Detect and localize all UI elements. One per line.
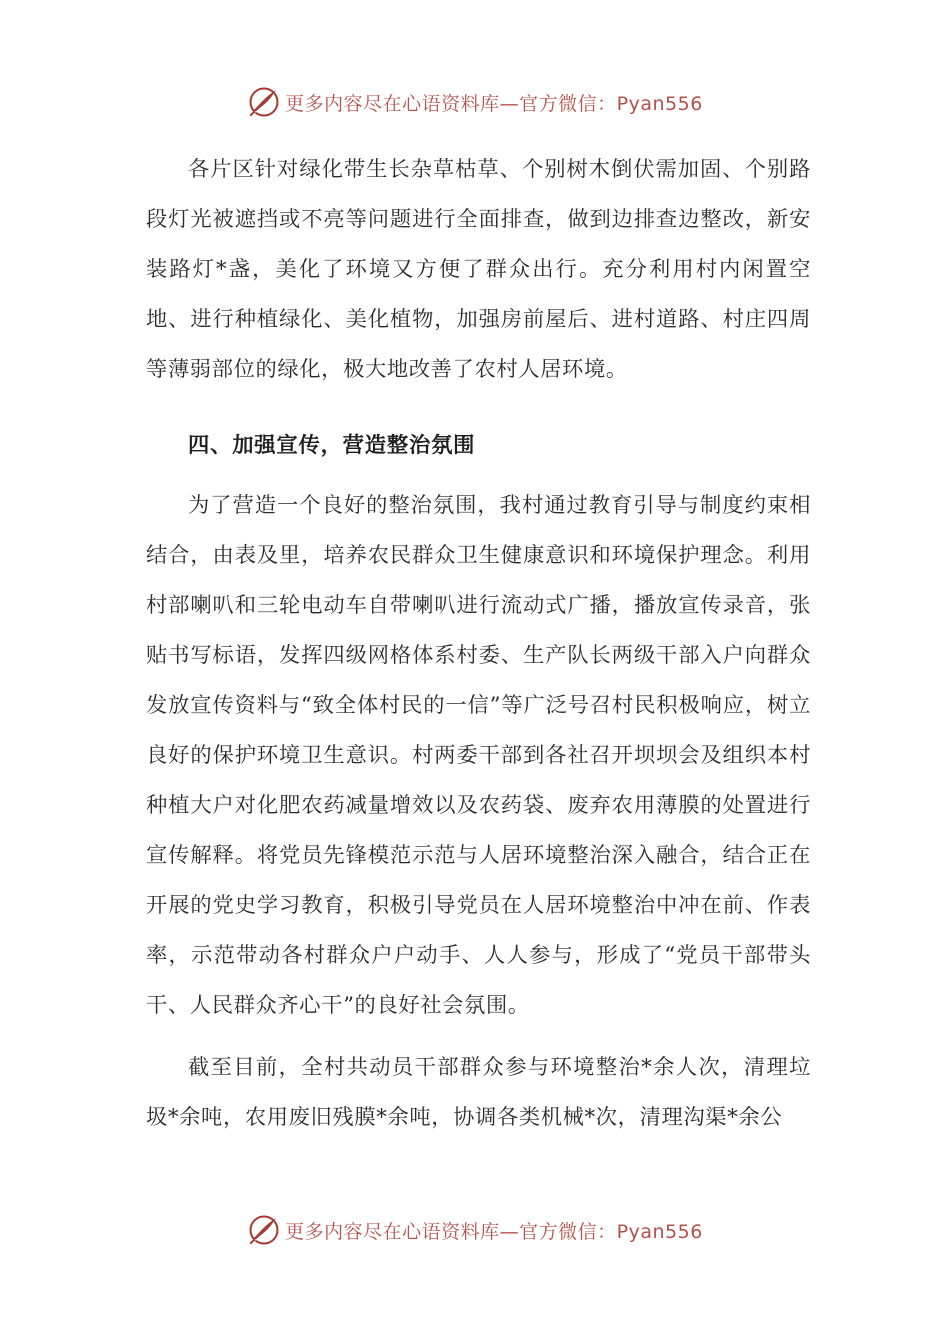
header-banner-text: 更多内容尽在心语资料库—官方微信：Pyan556 [285,92,703,115]
section-heading-4: 四、加强宣传，营造整治氛围 [188,433,476,458]
paragraph-publicity: 为了营造一个良好的整治氛围，我村通过教育引导与制度约束相结合，由表及里，培养农民群众卫生健康意识和环境保护理念。利用村部喇叭和三轮电动车自带喇叭进行流动式广播，播放宣传录音，张贴书写标语，发挥四级网格体系村委、生产队长两级干部入户向群众发放宣传资料与“致全体村民的一信”等广泛号召村民积极响应，树立良好的保护环境卫生意识。村两委干部到各社召开坝坝会及组织本村种植大户对化肥农药减量增效以及农药袋、废弃农用薄膜的处置进行宣传解释。将党员先锋模范示范与人居环境整治深入融合，结合正在开展的党史学习教育，积极引导党员在人居环境整治中冲在前、作表率，示范带动各村群众户户动手、人人参与，形成了“党员干部带头干、人民群众齐心干”的良好社会氛围。 [146,493,811,1018]
header-banner [0,82,950,122]
footer-banner-text: 更多内容尽在心语资料库—官方微信：Pyan556 [285,1220,703,1243]
feather-pen-logo-icon [247,85,281,119]
feather-pen-logo-icon [247,1213,281,1247]
paragraph-results: 截至目前，全村共动员干部群众参与环境整治*余人次，清理垃圾*余吨，农用废旧残膜*余吨，协调各类机械*次，清理沟渠*余公 [146,1055,811,1130]
document-body [146,145,811,1143]
paragraph-greening: 各片区针对绿化带生长杂草枯草、个别树木倒伏需加固、个别路段灯光被遮挡或不亮等问题进行全面排查，做到边排查边整改，新安装路灯*盏，美化了环境又方便了群众出行。充分利用村内闲置空地、进行种植绿化、美化植物，加强房前屋后、进村道路、村庄四周等薄弱部位的绿化，极大地改善了农村人居环境。 [146,157,811,382]
footer-banner [0,1210,950,1250]
